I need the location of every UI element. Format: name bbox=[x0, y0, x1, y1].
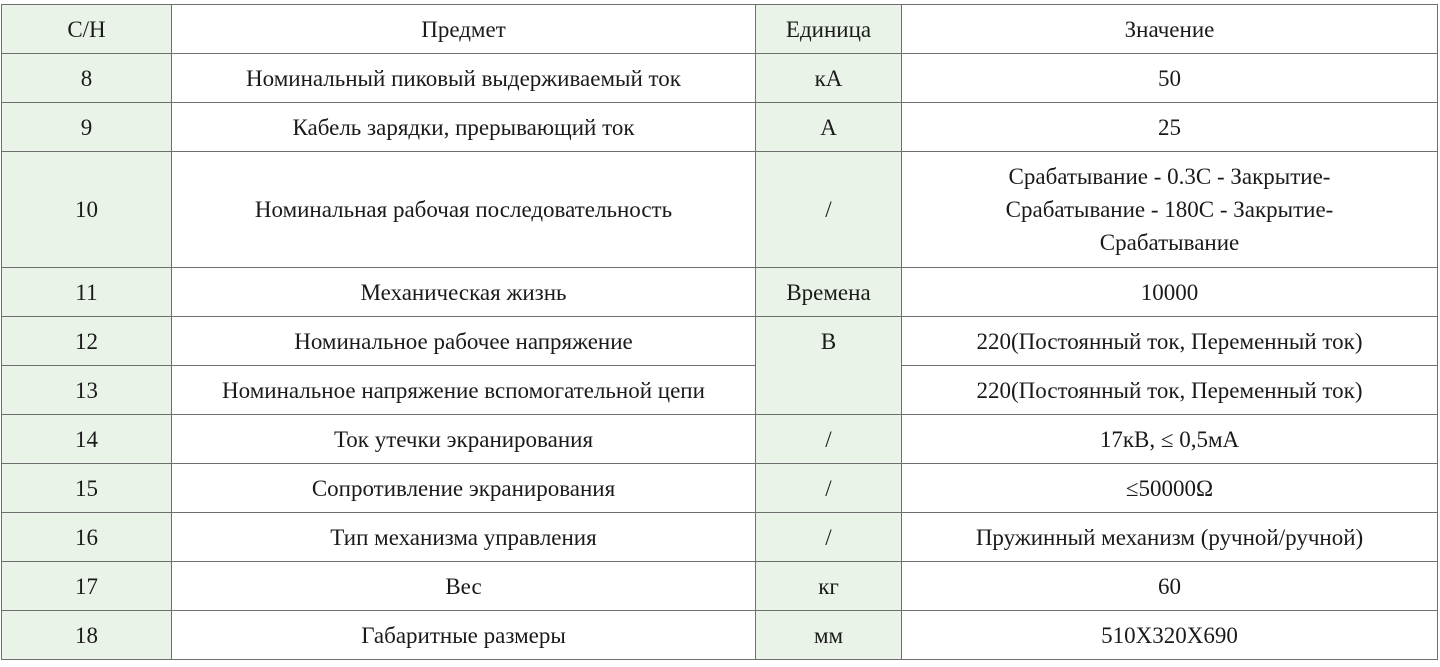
cell-item: Ток утечки экранирования bbox=[172, 415, 756, 464]
cell-unit: мм bbox=[756, 611, 902, 660]
cell-sn: 10 bbox=[2, 152, 172, 268]
cell-unit: В bbox=[756, 317, 902, 366]
cell-item: Габаритные размеры bbox=[172, 611, 756, 660]
cell-sn: 11 bbox=[2, 268, 172, 317]
cell-value: 17кВ, ≤ 0,5мА bbox=[902, 415, 1438, 464]
cell-sn: 16 bbox=[2, 513, 172, 562]
table-row bbox=[2, 562, 1438, 611]
cell-value: 50 bbox=[902, 54, 1438, 103]
table-row bbox=[2, 103, 1438, 152]
table-row bbox=[2, 611, 1438, 660]
cell-item: Номинальное напряжение вспомогательной цепи bbox=[172, 366, 756, 415]
cell-sn: 15 bbox=[2, 464, 172, 513]
cell-value-line: Срабатывание - 180С - Закрытие- bbox=[1005, 197, 1334, 222]
table-row bbox=[2, 268, 1438, 317]
cell-unit bbox=[756, 366, 902, 415]
cell-sn: 13 bbox=[2, 366, 172, 415]
cell-value: ≤50000Ω bbox=[902, 464, 1438, 513]
table-row bbox=[2, 415, 1438, 464]
table-row bbox=[2, 54, 1438, 103]
cell-sn: 18 bbox=[2, 611, 172, 660]
cell-value-line: Срабатывание - 0.3С - Закрытие- bbox=[1008, 164, 1331, 189]
header-sn: С/Н bbox=[2, 5, 172, 54]
cell-unit: / bbox=[756, 464, 902, 513]
cell-item: Тип механизма управления bbox=[172, 513, 756, 562]
cell-sn: 14 bbox=[2, 415, 172, 464]
cell-item: Механическая жизнь bbox=[172, 268, 756, 317]
cell-unit: Времена bbox=[756, 268, 902, 317]
cell-item: Кабель зарядки, прерывающий ток bbox=[172, 103, 756, 152]
cell-unit: / bbox=[756, 415, 902, 464]
cell-value bbox=[902, 152, 1438, 268]
table-row bbox=[2, 513, 1438, 562]
cell-unit: / bbox=[756, 152, 902, 268]
table-row bbox=[2, 464, 1438, 513]
header-value: Значение bbox=[902, 5, 1438, 54]
table-header-row bbox=[2, 5, 1438, 54]
cell-sn: 9 bbox=[2, 103, 172, 152]
cell-unit: А bbox=[756, 103, 902, 152]
cell-value: 60 bbox=[902, 562, 1438, 611]
cell-sn: 17 bbox=[2, 562, 172, 611]
cell-item: Номинальная рабочая последовательность bbox=[172, 152, 756, 268]
cell-item: Вес bbox=[172, 562, 756, 611]
cell-item: Номинальное рабочее напряжение bbox=[172, 317, 756, 366]
cell-unit: кг bbox=[756, 562, 902, 611]
spec-table bbox=[1, 4, 1438, 660]
cell-value: 510Х320Х690 bbox=[902, 611, 1438, 660]
cell-value: Пружинный механизм (ручной/ручной) bbox=[902, 513, 1438, 562]
header-unit: Единица bbox=[756, 5, 902, 54]
cell-sn: 8 bbox=[2, 54, 172, 103]
cell-item: Сопротивление экранирования bbox=[172, 464, 756, 513]
header-item: Предмет bbox=[172, 5, 756, 54]
table-row bbox=[2, 317, 1438, 366]
cell-value: 25 bbox=[902, 103, 1438, 152]
cell-sn: 12 bbox=[2, 317, 172, 366]
cell-value: 220(Постоянный ток, Переменный ток) bbox=[902, 317, 1438, 366]
cell-value: 10000 bbox=[902, 268, 1438, 317]
table-row bbox=[2, 366, 1438, 415]
cell-unit: кА bbox=[756, 54, 902, 103]
cell-unit: / bbox=[756, 513, 902, 562]
cell-value: 220(Постоянный ток, Переменный ток) bbox=[902, 366, 1438, 415]
table-row bbox=[2, 152, 1438, 268]
cell-item: Номинальный пиковый выдерживаемый ток bbox=[172, 54, 756, 103]
cell-value-line: Срабатывание bbox=[1099, 230, 1240, 255]
